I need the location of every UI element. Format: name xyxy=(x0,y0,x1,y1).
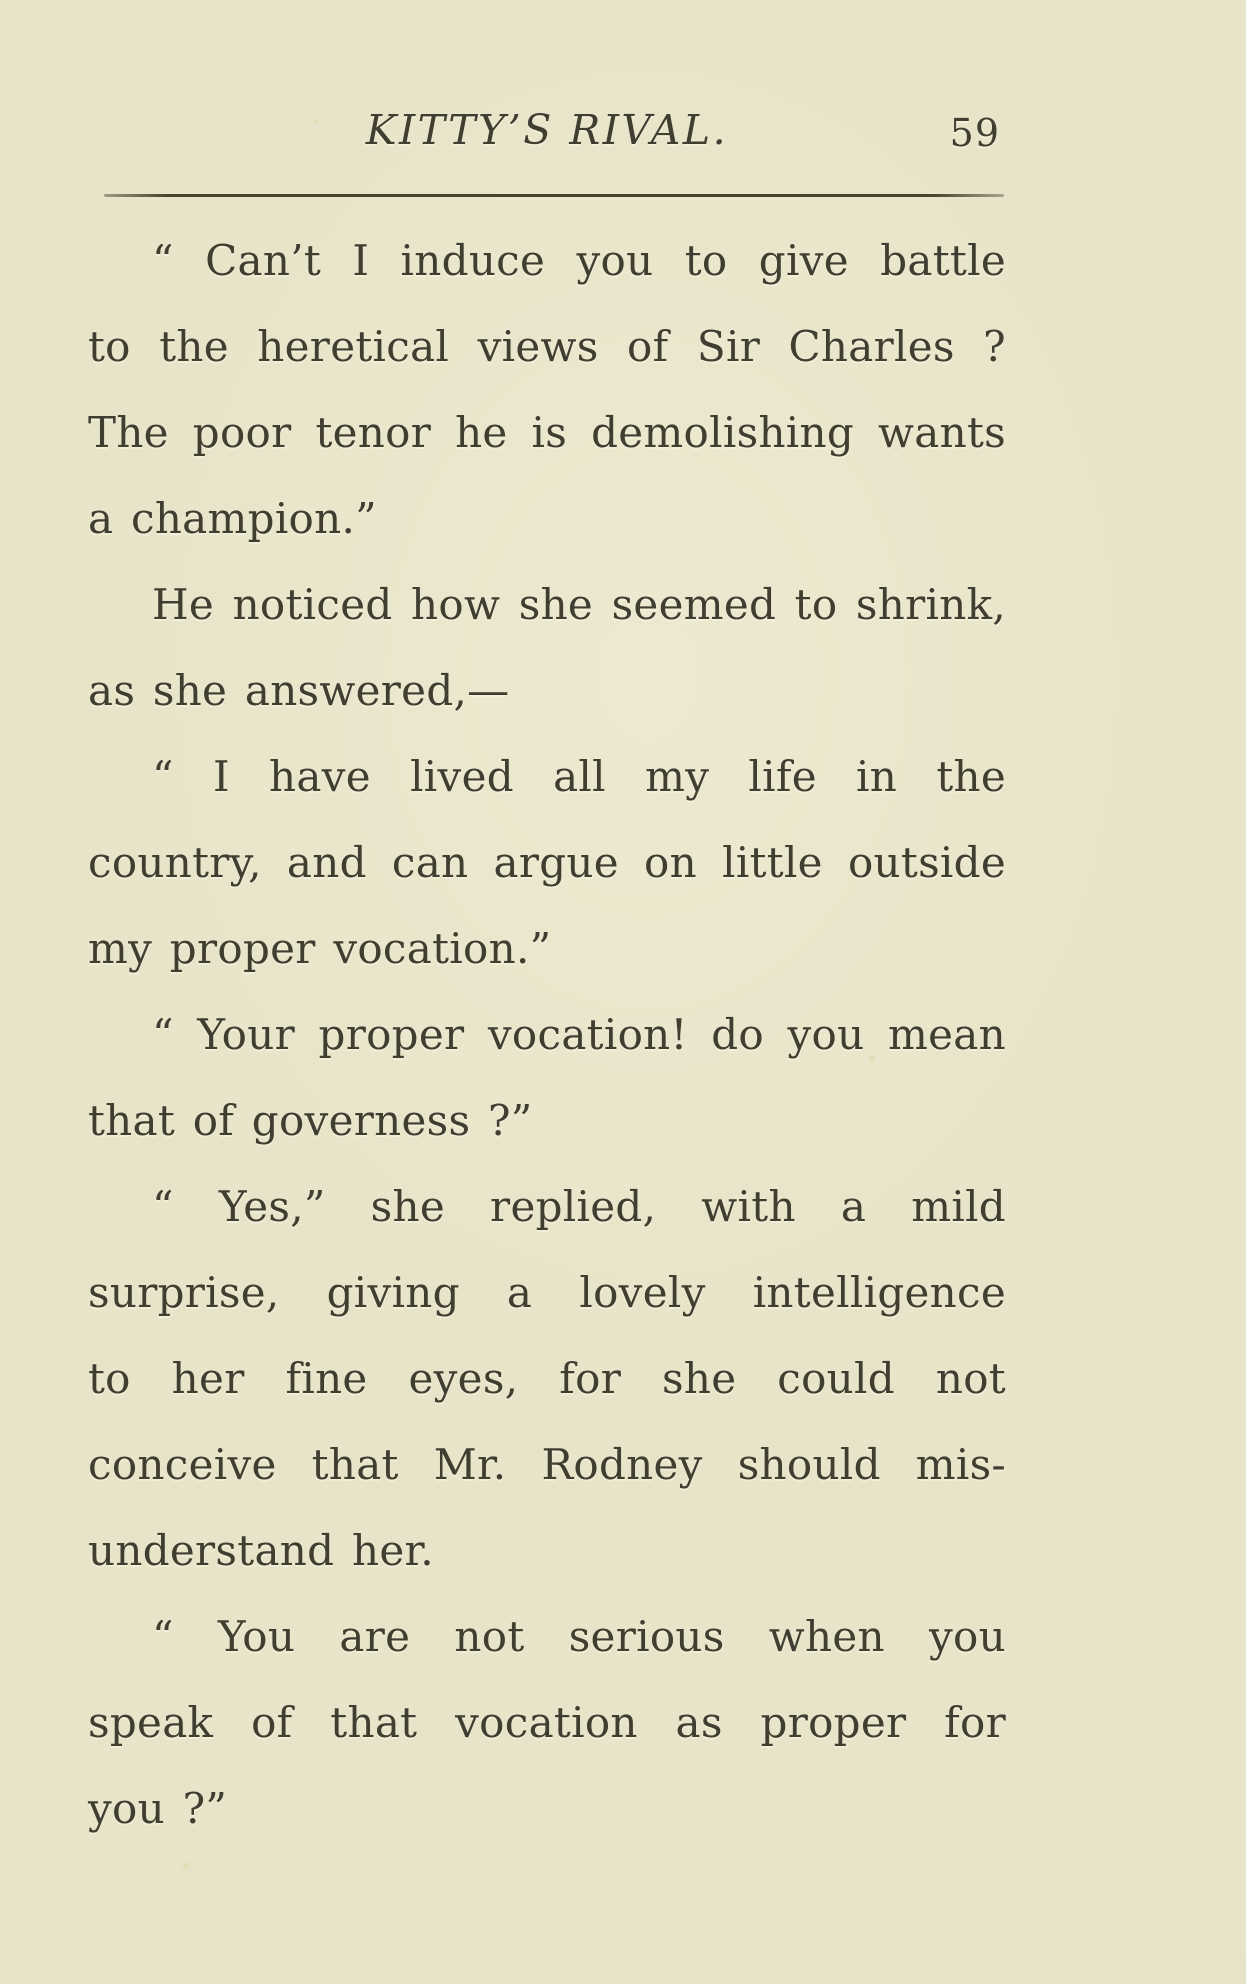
text-line: conceive that Mr. Rodney should mis- xyxy=(88,1440,1006,1489)
text-line: that of governess ?” xyxy=(88,1096,533,1145)
text-line: as she answered,— xyxy=(88,666,510,715)
text-line: “ Can’t I induce you to give battle xyxy=(152,236,1006,285)
text-line: my proper vocation.” xyxy=(88,924,552,973)
running-header-title: KITTY’S RIVAL. xyxy=(365,106,729,154)
page-number: 59 xyxy=(949,111,1000,155)
header-rule-divider xyxy=(104,194,1004,197)
text-line: The poor tenor he is demolishing wants xyxy=(88,408,1006,457)
text-line: “ Yes,” she replied, with a mild xyxy=(152,1182,1006,1231)
text-line: understand her. xyxy=(88,1526,434,1575)
text-line: He noticed how she seemed to shrink, xyxy=(152,580,1006,629)
text-line: country, and can argue on little outside xyxy=(88,838,1006,887)
text-line: you ?” xyxy=(88,1784,228,1833)
text-line: a champion.” xyxy=(88,494,377,543)
body-text xyxy=(88,218,1006,1852)
running-header xyxy=(88,106,1006,170)
text-line: to the heretical views of Sir Charles ? xyxy=(88,322,1006,371)
text-line: surprise, giving a lovely intelligence xyxy=(88,1268,1006,1317)
text-line: “ You are not serious when you xyxy=(152,1612,1006,1661)
text-line: speak of that vocation as proper for xyxy=(88,1698,1006,1747)
text-line: “ Your proper vocation! do you mean xyxy=(152,1010,1006,1059)
text-line: “ I have lived all my life in the xyxy=(152,752,1006,801)
text-line: to her fine eyes, for she could not xyxy=(88,1354,1006,1403)
